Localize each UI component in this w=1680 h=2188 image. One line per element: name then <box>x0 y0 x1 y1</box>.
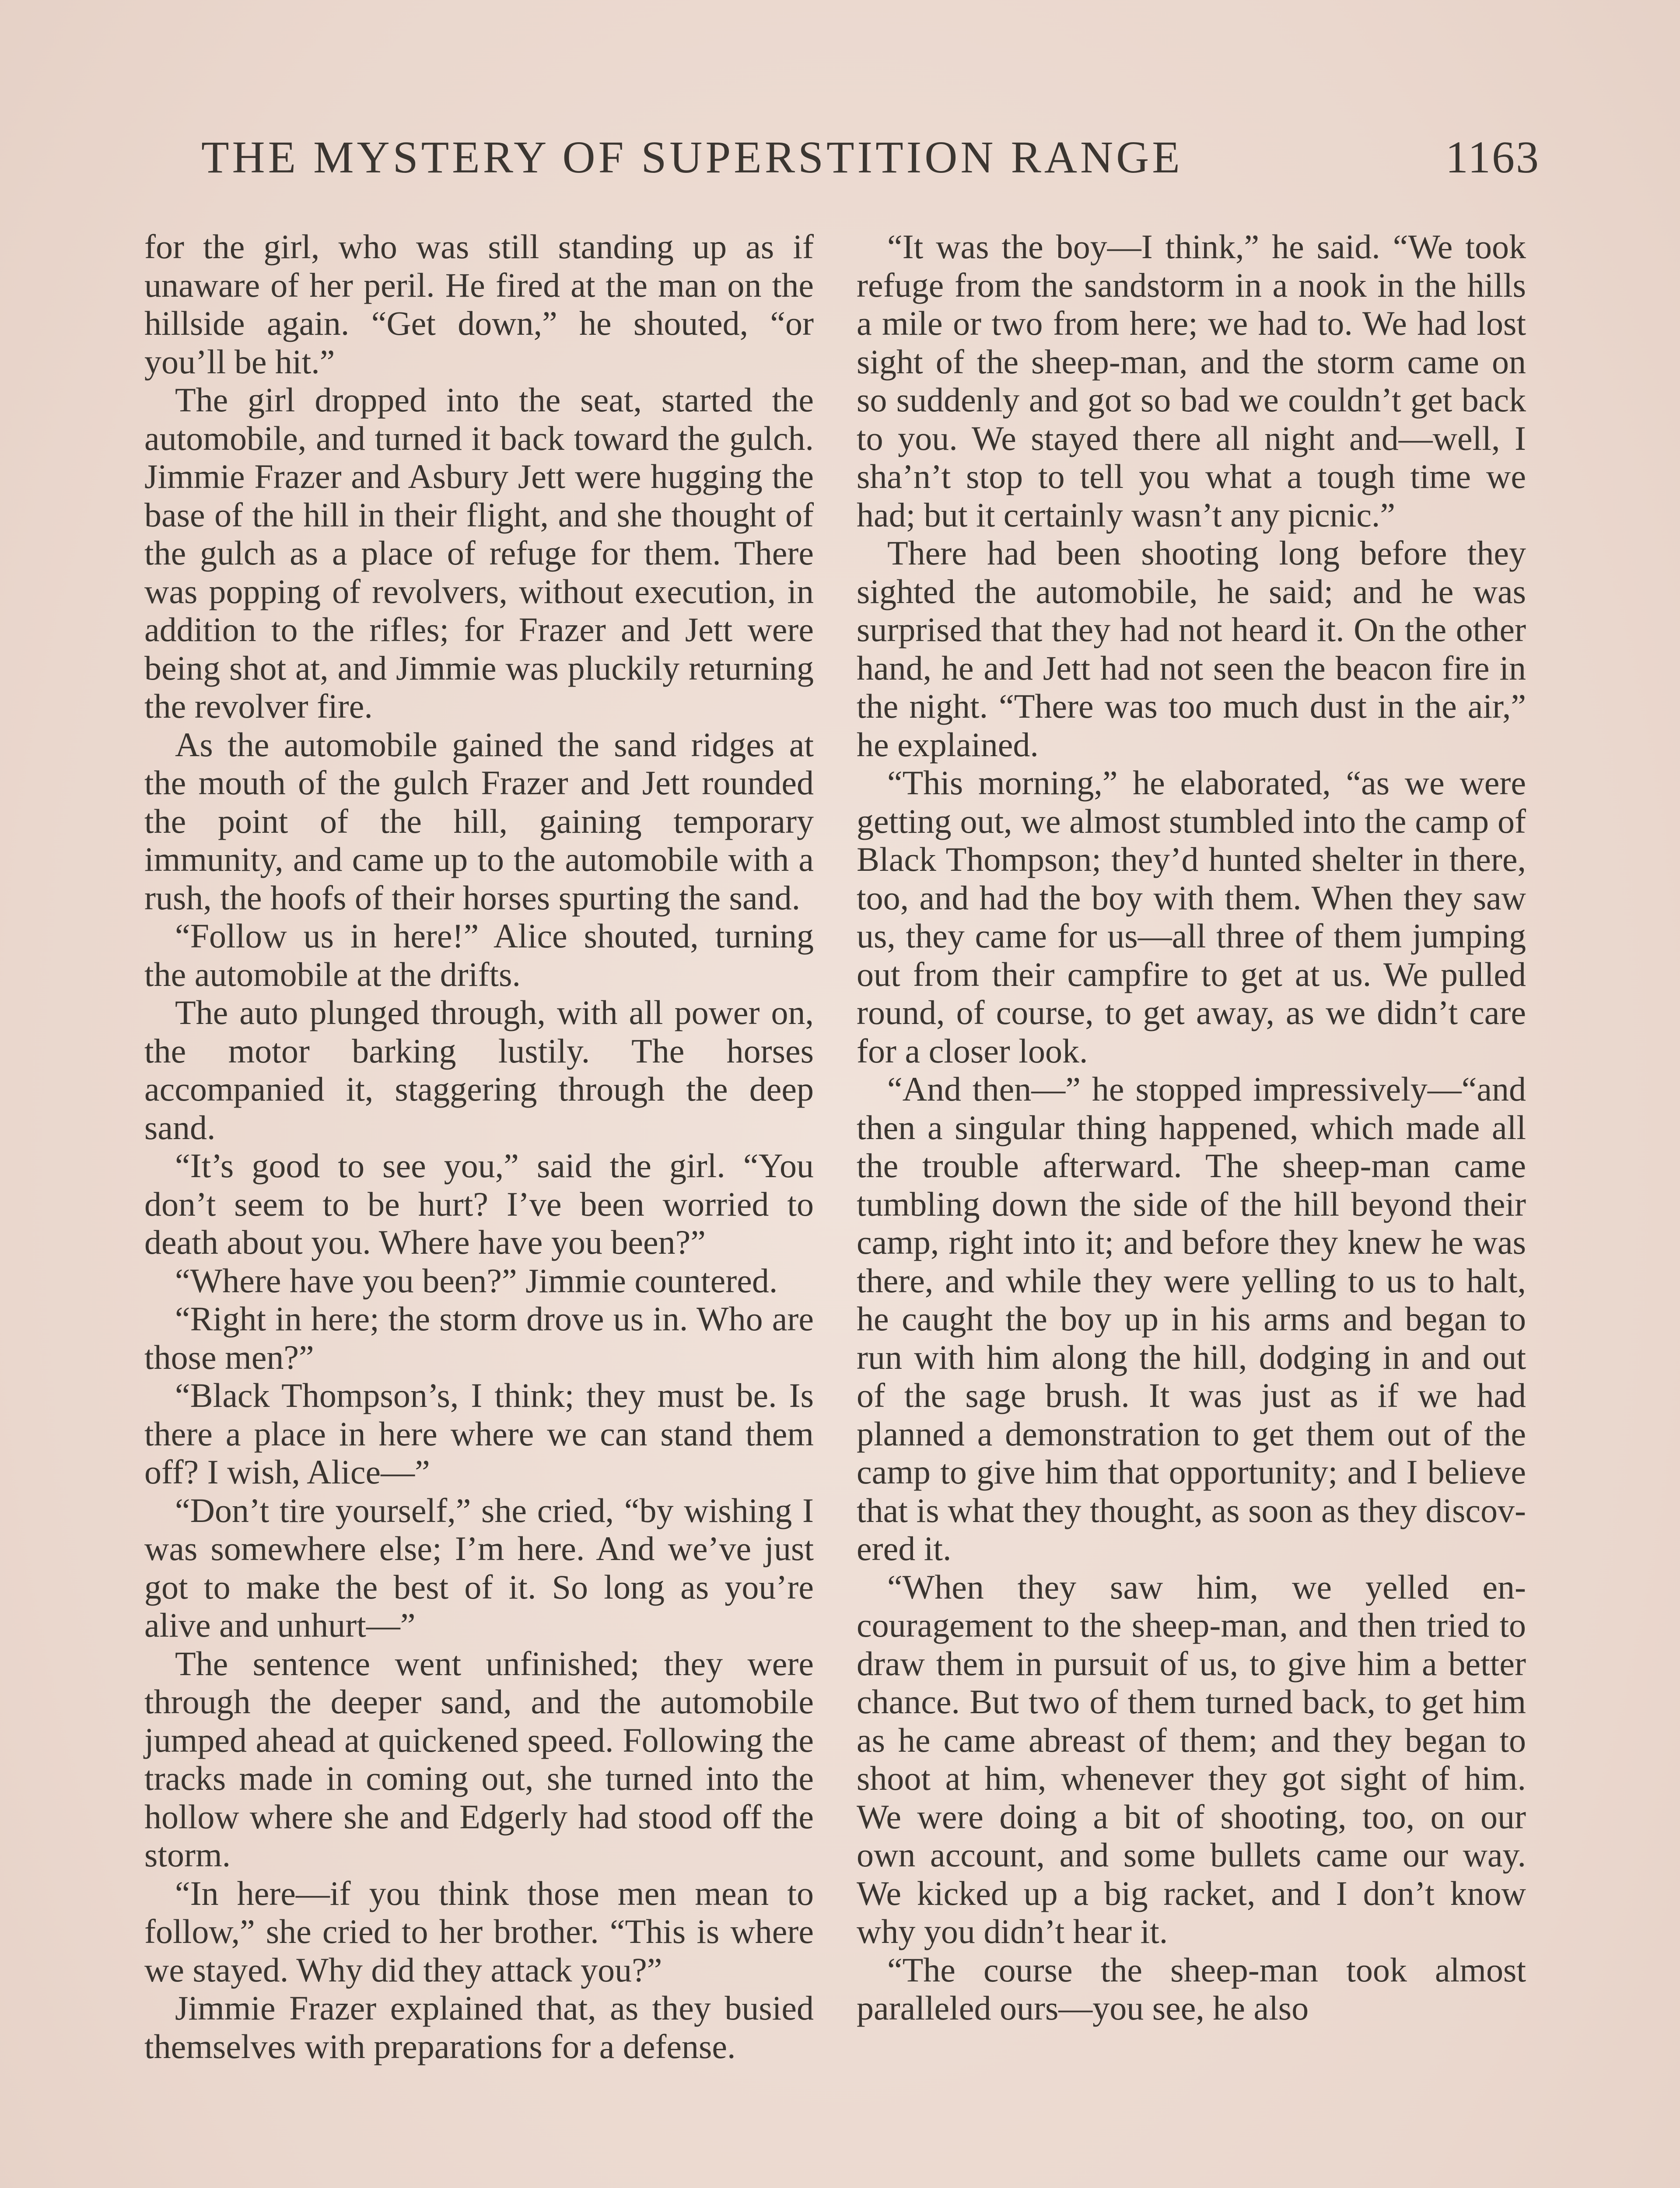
paragraph: “Don’t tire yourself,” she cried, “by wishing I was somewhere else; I’m here. And we’ve just got to make the best of it. So long as you’re alive and unhurt—” <box>144 1491 814 1644</box>
paragraph: “Black Thompson’s, I think; they must be. Is there a place in here where we can stand them off? I wish, Alice—” <box>144 1376 814 1491</box>
paragraph: “The course the sheep-man took almost paralleled ours—you see, he also <box>857 1950 1526 2027</box>
paragraph: for the girl, who was still standing up as if unaware of her peril. He fired at the man on the hillside again. “Get down,” he shouted, “or you’ll be hit.” <box>144 228 814 381</box>
paragraph: “It’s good to see you,” said the girl. “You don’t seem to be hurt? I’ve been worried to death about you. Where have you been?” <box>144 1147 814 1261</box>
paragraph: “This morning,” he elaborated, “as we were getting out, we almost stumbled into the camp of Black Thompson; they’d hunted shelter in there, too, and had the boy with them. When they saw us, they came for us—all three of them jumping out from their campfire to get at us. We pulled round, of course, to get away, as we didn’t care for a closer look. <box>857 764 1526 1070</box>
left-column <box>144 228 814 2065</box>
paragraph: The auto plunged through, with all power on, the motor barking lustily. The horses accompanied it, staggering through the deep sand. <box>144 993 814 1147</box>
paragraph: The girl dropped into the seat, started the automobile, and turned it back toward the gulch. Jimmie Frazer and Asbury Jett were hugging the base of the hill in their flight, and she thought of the gulch as a place of refuge for them. There was popping of revolvers, without execution, in addition to the rifles; for Frazer and Jett were being shot at, and Jimmie was pluckily returning the revolver fire. <box>144 381 814 725</box>
paragraph: “When they saw him, we yelled encouragement to the sheep-man, and then tried to draw them in pursuit of us, to give him a better chance. But two of them turned back, to get him as he came abreast of them; and they began to shoot at him, whenever they got sight of him. We were doing a bit of shooting, too, on our own account, and some bullets came our way. We kicked up a big racket, and I don’t know why you didn’t hear it. <box>857 1567 1526 1950</box>
running-title: THE MYSTERY OF SUPERSTITION RANGE <box>201 132 1183 182</box>
paragraph: “Where have you been?” Jimmie countered. <box>175 1261 778 1300</box>
paragraph: “Follow us in here!” Alice shouted, turning the automobile at the drifts. <box>144 917 814 993</box>
page-number: 1163 <box>1445 132 1540 182</box>
paragraph: The sentence went unfinished; they were through the deeper sand, and the automobile jumped ahead at quickened speed. Following the tracks made in coming out, she turned into the hollow where she and Edgerly had stood off the storm. <box>144 1644 814 1874</box>
running-header <box>201 131 1540 193</box>
paragraph: There had been shooting long before they sighted the automobile, he said; and he was surprised that they had not heard it. On the other hand, he and Jett had not seen the beacon fire in the night. “There was too much dust in the air,” he explained. <box>857 534 1526 764</box>
paragraph: As the automobile gained the sand ridges at the mouth of the gulch Frazer and Jett rounded the point of the hill, gaining temporary immunity, and came up to the automobile with a rush, the hoofs of their horses spurting the sand. <box>144 725 814 917</box>
paragraph: “Right in here; the storm drove us in. Who are those men?” <box>144 1300 814 1376</box>
paragraph: “In here—if you think those men mean to follow,” she cried to her brother. “This is where we stayed. Why did they attack you?” <box>144 1874 814 1989</box>
paragraph: “And then—” he stopped impressively—“and then a singular thing happened, which made all the trouble afterward. The sheep-man came tumbling down the side of the hill beyond their camp, right into it; and before they knew he was there, and while they were yelling to us to halt, he caught the boy up in his arms and began to run with him along the hill, dodging in and out of the sage brush. It was just as if we had planned a demonstration to get them out of the camp to give him that opportunity; and I believe that is what they thought, as soon as they discovered it. <box>857 1070 1526 1567</box>
paragraph: “It was the boy—I think,” he said. “We took refuge from the sandstorm in a nook in the hills a mile or two from here; we had to. We had lost sight of the sheep-man, and the storm came on so suddenly and got so bad we couldn’t get back to you. We stayed there all night and—well, I sha’n’t stop to tell you what a tough time we had; but it certainly wasn’t any picnic.” <box>857 228 1526 534</box>
right-column <box>857 228 1526 2027</box>
paragraph: Jimmie Frazer explained that, as they busied themselves with preparations for a defense. <box>144 1989 814 2065</box>
